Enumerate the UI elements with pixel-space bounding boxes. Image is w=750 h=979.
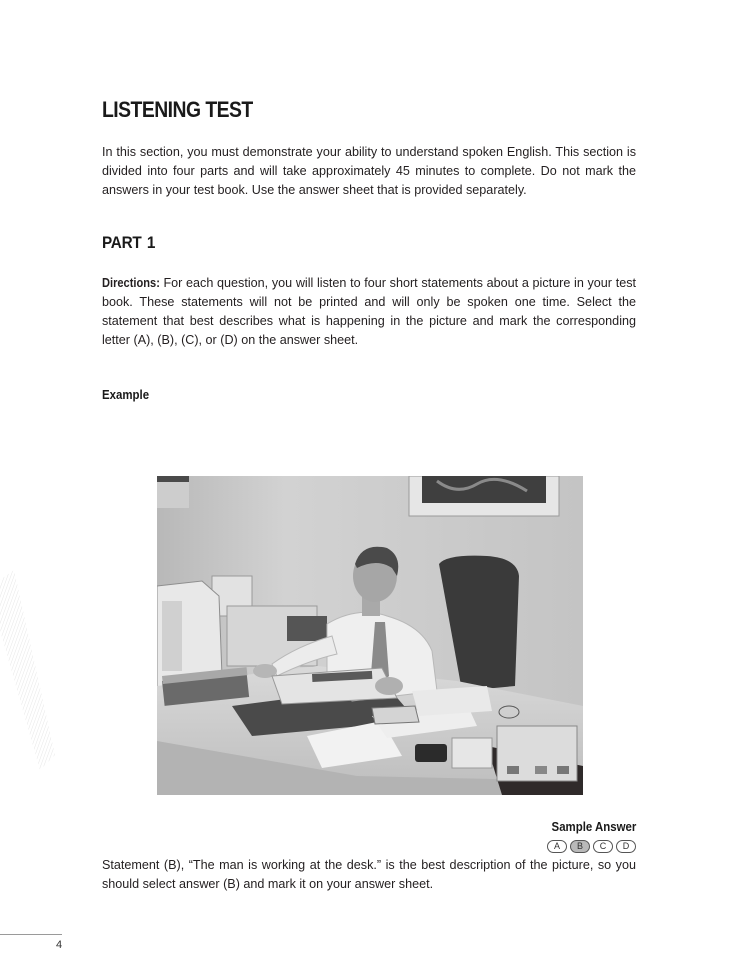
page-number: 4 <box>56 939 63 951</box>
directions-text: For each question, you will listen to four short statements about a picture in your test book. These statements will not be printed and will only be spoken one time. Select the statement that best describes what is happening in the picture and mark the corresponding letter (A), (B), (C), or (D) on the answer sheet. <box>102 276 636 347</box>
footer-rule <box>0 934 62 935</box>
explanation-paragraph: Statement (B), “The man is working at the desk.” is the best description of the picture, so you should select answer (B) and mark it on your answer sheet. <box>102 858 636 891</box>
part-label: PART <box>102 233 142 252</box>
directions-lead: Directions: <box>102 276 160 290</box>
answer-bubble-a: A <box>547 840 567 853</box>
example-photo <box>157 476 583 795</box>
example-label: Example <box>102 387 150 402</box>
directions-paragraph <box>102 274 636 350</box>
sample-answer-label: Sample Answer <box>551 819 636 834</box>
part-heading <box>102 233 155 253</box>
answer-bubble-b-selected: B <box>570 840 590 853</box>
intro-paragraph: In this section, you must demonstrate your ability to understand spoken English. This section is divided into four parts and will take approximately 45 minutes to complete. Do not mark the answers in your test book. Use the answer sheet that is provided separately. <box>102 145 636 197</box>
decorative-stripe-pattern <box>0 570 60 770</box>
sample-answer-bubbles <box>547 840 636 853</box>
page-title: LISTENING TEST <box>102 97 253 122</box>
answer-bubble-c: C <box>593 840 613 853</box>
answer-bubble-d: D <box>616 840 636 853</box>
part-number: 1 <box>146 233 156 252</box>
